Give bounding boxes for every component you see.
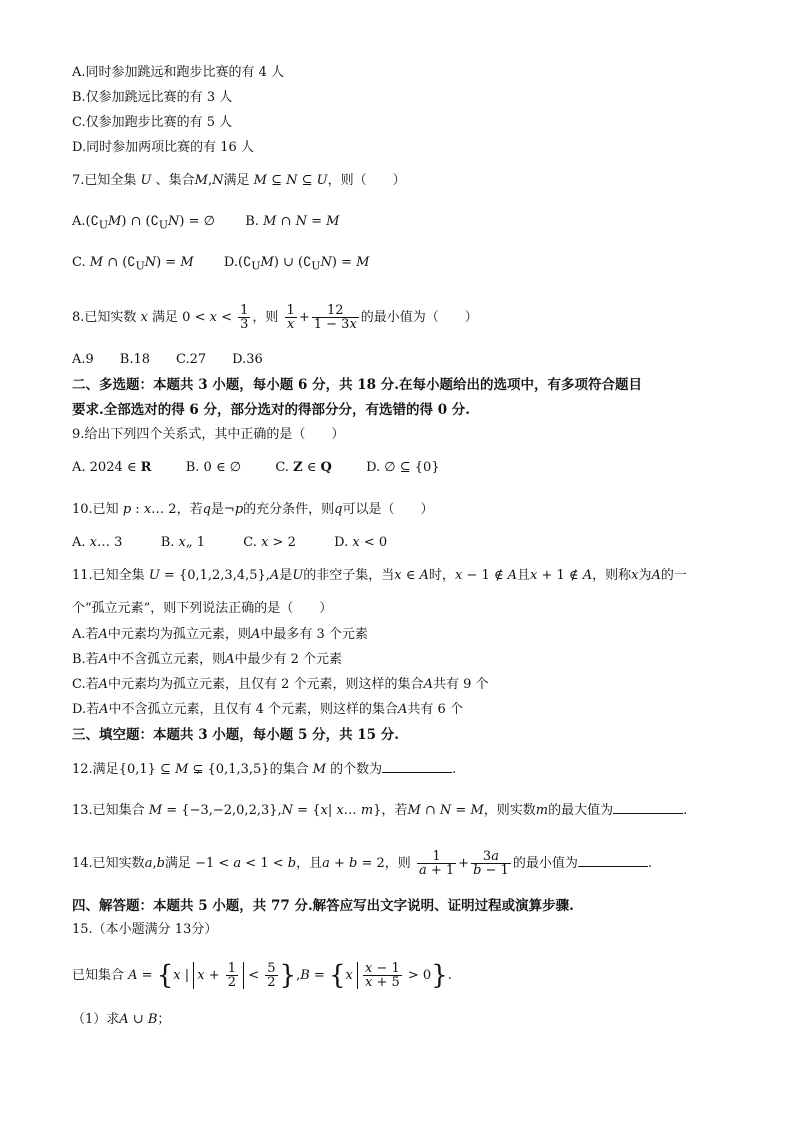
q13-stem: 13.已知集合 M = {−3,−2,0,2,3},N = {x| x… m}，若M ∩ N = M，则实数m的最大值为 . xyxy=(72,803,688,818)
q11-stem-line2: 个“孤立元素”，则下列说法正确的是（ ） xyxy=(72,601,333,616)
q11-option-d: D.若A中不含孤立元素，且仅有 4 个元素，则这样的集合A共有 6 个 xyxy=(72,702,463,717)
q14-answer-blank[interactable] xyxy=(578,854,648,867)
section3-heading: 三、填空题：本题共 3 小题，每小题 5 分，共 15 分. xyxy=(72,727,399,743)
q15-title: 15.（本小题满分 13分） xyxy=(72,922,218,937)
q15-subquestion-1: （1）求A ∪ B； xyxy=(72,1012,171,1027)
q11-stem: 11.已知全集 U = {0,1,2,3,4,5},A是U的非空子集，当x ∈ A时，x − 1 ∉ A且x + 1 ∉ A，则称x为A的一 xyxy=(72,568,687,583)
q8-stem: 8.已知实数 x 满足 0 < x < $\frac{1}{3}$ ，则 $\frac{1}{x}$ + $\frac{12}{1 - 3x}$ 的最小值为（ ） xyxy=(72,303,478,332)
q6-option-d: D.同时参加两项比赛的有 16 人 xyxy=(72,140,254,155)
q7-options-cd: C. M ∩ $(∁_UN) = M$ $D.(∁_UM)$ ∪ $(∁_UN) = M$ xyxy=(72,255,370,273)
q6-option-a: A.同时参加跳远和跑步比赛的有 4 人 xyxy=(72,65,285,80)
q9-stem: 9.给出下列四个关系式，其中正确的是（ ） xyxy=(72,427,345,442)
q7-options-ab: $A.(∁_UM)$ ∩ $(∁_UN)$ = ∅ B. M ∩ N = M xyxy=(72,214,340,232)
q12-answer-blank[interactable] xyxy=(382,760,452,773)
q10-stem: 10.已知 p : x… 2，若q是¬p的充分条件，则q可以是（ ） xyxy=(72,502,434,517)
q6-option-c: C.仅参加跑步比赛的有 5 人 xyxy=(72,115,233,130)
q11-option-b: B.若A中不含孤立元素，则A中最少有 2 个元素 xyxy=(72,652,343,667)
section2-heading-line1: 二、多选题：本题共 3 小题，每小题 6 分，共 18 分.在每小题给出的选项中，有多项符合题目 xyxy=(72,377,642,393)
q10-options: A. x… 3 B. x„ 1 C. x > 2 D. x < 0 xyxy=(72,535,388,550)
q8-options: A.9 B.18 C.27 D.36 xyxy=(72,352,263,367)
q7-stem: 7.已知全集 U 、集合M,N满足 M ⊆ N ⊆ U，则（ ） xyxy=(72,173,406,188)
q14-stem: 14.已知实数a,b满足 −1 < a < 1 < b，且a + b = 2，则 $\frac{1}{a + 1}$ + $\frac{3a}{b - 1}$ 的最小值为 . xyxy=(72,849,652,878)
section4-heading: 四、解答题：本题共 5 小题，共 77 分.解答应写出文字说明、证明过程或演算步骤. xyxy=(72,898,574,914)
q15-stem: 已知集合 A = {x | x + $\frac{1}{2}$ < $\frac{5}{2}$ },B = {x $\frac{x - 1}{x + 5}$ > 0}. xyxy=(72,960,452,991)
section2-heading-line2: 要求.全部选对的得 6 分，部分选对的得部分分，有选错的得 0 分. xyxy=(72,402,470,418)
q12-stem: 12.满足{0,1} ⊆ M ⊊ {0,1,3,5}的集合 M 的个数为 . xyxy=(72,762,457,777)
q6-option-b: B.仅参加跳远比赛的有 3 人 xyxy=(72,90,233,105)
q11-option-a: A.若A中元素均为孤立元素，则A中最多有 3 个元素 xyxy=(72,627,368,642)
q11-option-c: C.若A中元素均为孤立元素，且仅有 2 个元素，则这样的集合A共有 9 个 xyxy=(72,677,489,692)
q9-options: A. 2024 ∈ R B. 0 ∈ ∅ C. Z ∈ Q D. ∅ ⊆ {0} xyxy=(72,460,440,475)
q13-answer-blank[interactable] xyxy=(613,801,683,814)
